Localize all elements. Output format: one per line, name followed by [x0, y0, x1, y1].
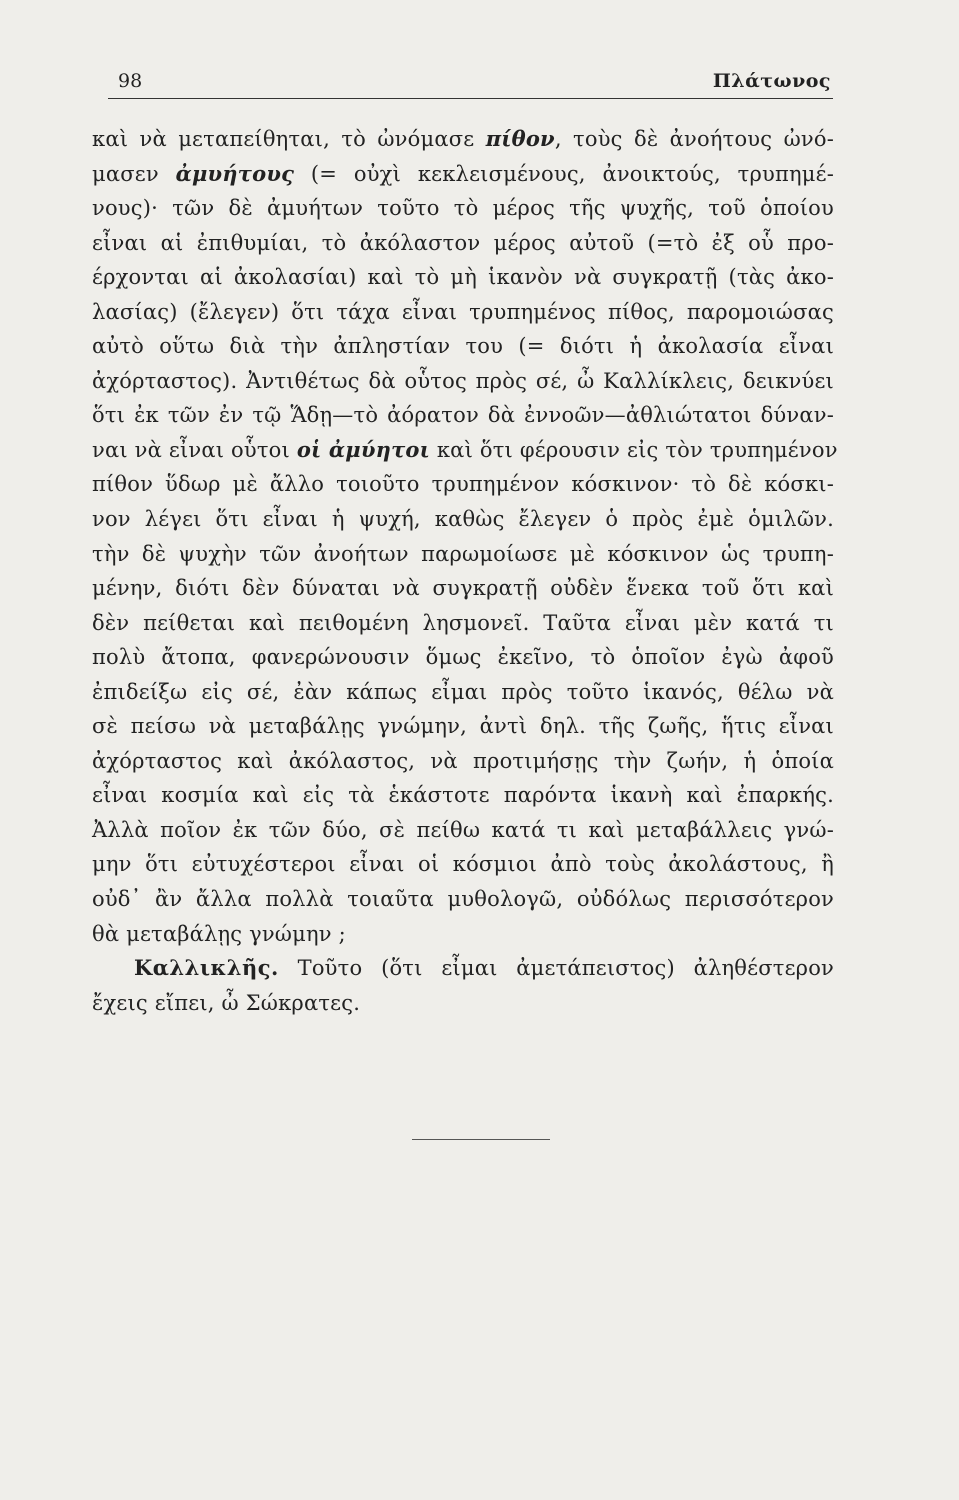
text-line: αὐτὸ οὕτω διὰ τὴν ἀπληστίαν του (= διότι ἡ ἀκολασία εἶναι: [92, 334, 834, 359]
dialogue-line: Καλλικλῆς. Τοῦτο (ὅτι εἶμαι ἀμετάπειστος) ἀληθέστερον: [134, 955, 834, 981]
running-head: Πλάτωνος: [712, 70, 831, 92]
text-line: νους)· τῶν δὲ ἀμυήτων τοῦτο τὸ μέρος τῆς ψυχῆς, τοῦ ὁποίου: [92, 196, 834, 221]
text-line: ἔχεις εἴπει, ὦ Σώκρατες.: [92, 990, 361, 1015]
text-line: έρχονται αἱ ἀκολασίαι) καὶ τὸ μὴ ἱκανὸν νὰ συγκρατῇ (τὰς ἀκο-: [92, 265, 834, 290]
text-line: Ἀλλὰ ποῖον ἐκ τῶν δύο, σὲ πείθω κατά τι καὶ μεταβάλλεις γνώ-: [92, 817, 834, 842]
text-line: δὲν πείθεται καὶ πειθομένη λησμονεῖ. Ταῦτα εἶναι μὲν κατά τι: [92, 610, 834, 635]
text-line: εἶναι κοσμία καὶ εἰς τὰ ἑκάστοτε παρόντα ἱκανὴ καὶ ἐπαρκής.: [92, 783, 834, 808]
emphasized-term: ἀμυήτους: [175, 160, 295, 186]
text-line: ἐπιδείξω εἰς σέ, ἐὰν κάπως εἶμαι πρὸς τοῦτο ἱκανός, θέλω νὰ: [92, 679, 834, 704]
text-line: ὅτι ἐκ τῶν ἐν τῷ Ἅδῃ—τὸ ἀόρατον δὰ ἐννοῶν—ἀθλιώτατοι δύναν-: [92, 403, 834, 428]
text-line: πολὺ ἄτοπα, φανερώνουσιν ὅμως ἐκεῖνο, τὸ ὁποῖον ἐγὼ ἀφοῦ: [92, 645, 834, 670]
text-line: σὲ πείσω νὰ μεταβάλῃς γνώμην, ἀντὶ δηλ. τῆς ζωῆς, ἥτις εἶναι: [92, 714, 834, 739]
text-line: ναι νὰ εἶναι οὗτοι οἱ ἀμύητοι καὶ ὅτι φέρουσιν εἰς τὸν τρυπημένον: [92, 436, 838, 462]
text-line: ἀχόρταστος). Ἀντιθέτως δὰ οὗτος πρὸς σέ, ὦ Καλλίκλεις, δεικνύει: [92, 368, 834, 393]
text-line: μασεν ἀμυήτους (= οὐχὶ κεκλεισμένους, ἀνοικτούς, τρυπημέ-: [92, 160, 834, 186]
speaker-name: Καλλικλῆς.: [134, 955, 279, 981]
text-line: καὶ νὰ μεταπείθηται, τὸ ὠνόμασε πίθον, τοὺς δὲ ἀνοήτους ὠνό-: [92, 126, 835, 151]
text-line: οὐδ᾽ ἂν ἄλλα πολλὰ τοιαῦτα μυθολογῶ, οὐδόλως περισσότερον: [92, 887, 834, 912]
text-line: εἶναι αἱ ἐπιθυμίαι, τὸ ἀκόλαστον μέρος αὐτοῦ (=τὸ ἐξ οὗ προ-: [92, 230, 834, 255]
text-line: νον λέγει ὅτι εἶναι ἡ ψυχή, καθὼς ἔλεγεν ὁ πρὸς ἐμὲ ὁμιλῶν.: [92, 507, 834, 532]
emphasized-term: πίθον: [485, 126, 555, 151]
main-text: [92, 122, 838, 1020]
text-line: μην ὅτι εὐτυχέστεροι εἶναι οἱ κόσμιοι ἀπὸ τοὺς ἀκολάστους, ἢ: [92, 852, 834, 877]
text-line: λασίας) (ἔλεγεν) ὅτι τάχα εἶναι τρυπημένος πίθος, παρομοιώσας: [92, 299, 834, 324]
text-line: μένην, διότι δὲν δύναται νὰ συγκρατῇ οὐδὲν ἕνεκα τοῦ ὅτι καὶ: [92, 576, 834, 601]
page-number: 98: [118, 70, 143, 92]
emphasized-term: οἱ ἀμύητοι: [296, 436, 430, 462]
text-line: πίθον ὕδωρ μὲ ἄλλο τοιοῦτο τρυπημένον κόσκινον· τὸ δὲ κόσκι-: [92, 472, 834, 497]
text-line: ἀχόρταστος καὶ ἀκόλαστος, νὰ προτιμήσῃς τὴν ζωήν, ἡ ὁποία: [92, 748, 834, 773]
text-line: θὰ μεταβάλῃς γνώμην ;: [92, 921, 346, 946]
footnote-rule: [412, 1139, 550, 1140]
text-line: τὴν δὲ ψυχὴν τῶν ἀνοήτων παρωμοίωσε μὲ κόσκινον ὡς τρυπη-: [92, 541, 834, 566]
page-header: [108, 66, 833, 99]
